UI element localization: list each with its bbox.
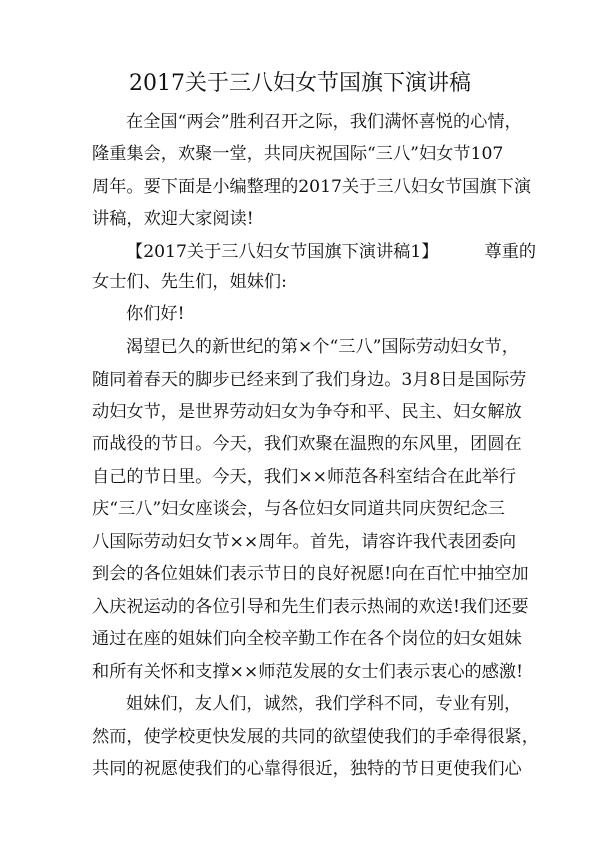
intro-line-2: 隆重集会，欢聚一堂，共同庆祝国际“三八”妇女节107 bbox=[92, 144, 504, 164]
paragraph2-line-2: 然而，使学校更快发展的共同的欲望使我们的手牵得很紧， bbox=[92, 727, 539, 747]
paragraph1-line-2: 随同着春天的脚步已经来到了我们身边。3月8日是国际劳 bbox=[92, 370, 527, 390]
paragraph2-line-3: 共同的祝愿使我们的心靠得很近，独特的节日更使我们心 bbox=[92, 759, 522, 779]
greeting: 你们好! bbox=[126, 304, 185, 324]
paragraph1-line-9: 入庆祝运动的各位引导和先生们表示热闹的欢送!我们还要 bbox=[92, 597, 529, 617]
speech-heading-line bbox=[126, 240, 536, 264]
intro-line-1: 在全国“两会”胜利召开之际，我们满怀喜悦的心情， bbox=[126, 112, 522, 132]
salutation: 女士们、先生们，姐妹们: bbox=[92, 272, 287, 292]
document-title: 2017关于三八妇女节国旗下演讲稿 bbox=[129, 71, 471, 96]
paragraph2-line-1: 姐妹们，友人们，诚然，我们学科不同，专业有别， bbox=[126, 694, 522, 714]
salutation-start: 尊重的 bbox=[484, 242, 537, 262]
paragraph1-line-3: 动妇女节，是世界劳动妇女为争夺和平、民主、妇女解放 bbox=[92, 402, 522, 422]
paragraph1-line-8: 到会的各位姐妹们表示节日的良好祝愿!向在百忙中抽空加 bbox=[92, 564, 529, 584]
paragraph1-line-10: 通过在座的姐妹们向全校辛勤工作在各个岗位的妇女姐妹 bbox=[92, 629, 522, 649]
intro-line-3: 周年。要下面是小编整理的2017关于三八妇女节国旗下演 bbox=[92, 177, 532, 197]
paragraph1-line-6: 庆“三八”妇女座谈会，与各位妇女同道共同庆贺纪念三 bbox=[92, 499, 505, 519]
paragraph1-line-1: 渴望已久的新世纪的第×个“三八”国际劳动妇女节， bbox=[126, 337, 519, 357]
speech-heading: 【2017关于三八妇女节国旗下演讲稿1】 bbox=[126, 242, 439, 262]
paragraph1-line-5: 自己的节日里。今天，我们××师范各科室结合在此举行 bbox=[92, 467, 517, 487]
paragraph1-line-4: 而战役的节日。今天，我们欢聚在温煦的东风里，团圆在 bbox=[92, 434, 522, 454]
paragraph1-line-11: 和所有关怀和支撑××师范发展的女士们表示衷心的感激! bbox=[92, 662, 524, 682]
paragraph1-line-7: 八国际劳动妇女节××周年。首先，请容许我代表团委向 bbox=[92, 532, 517, 552]
intro-line-4: 讲稿，欢迎大家阅读! bbox=[92, 209, 254, 229]
